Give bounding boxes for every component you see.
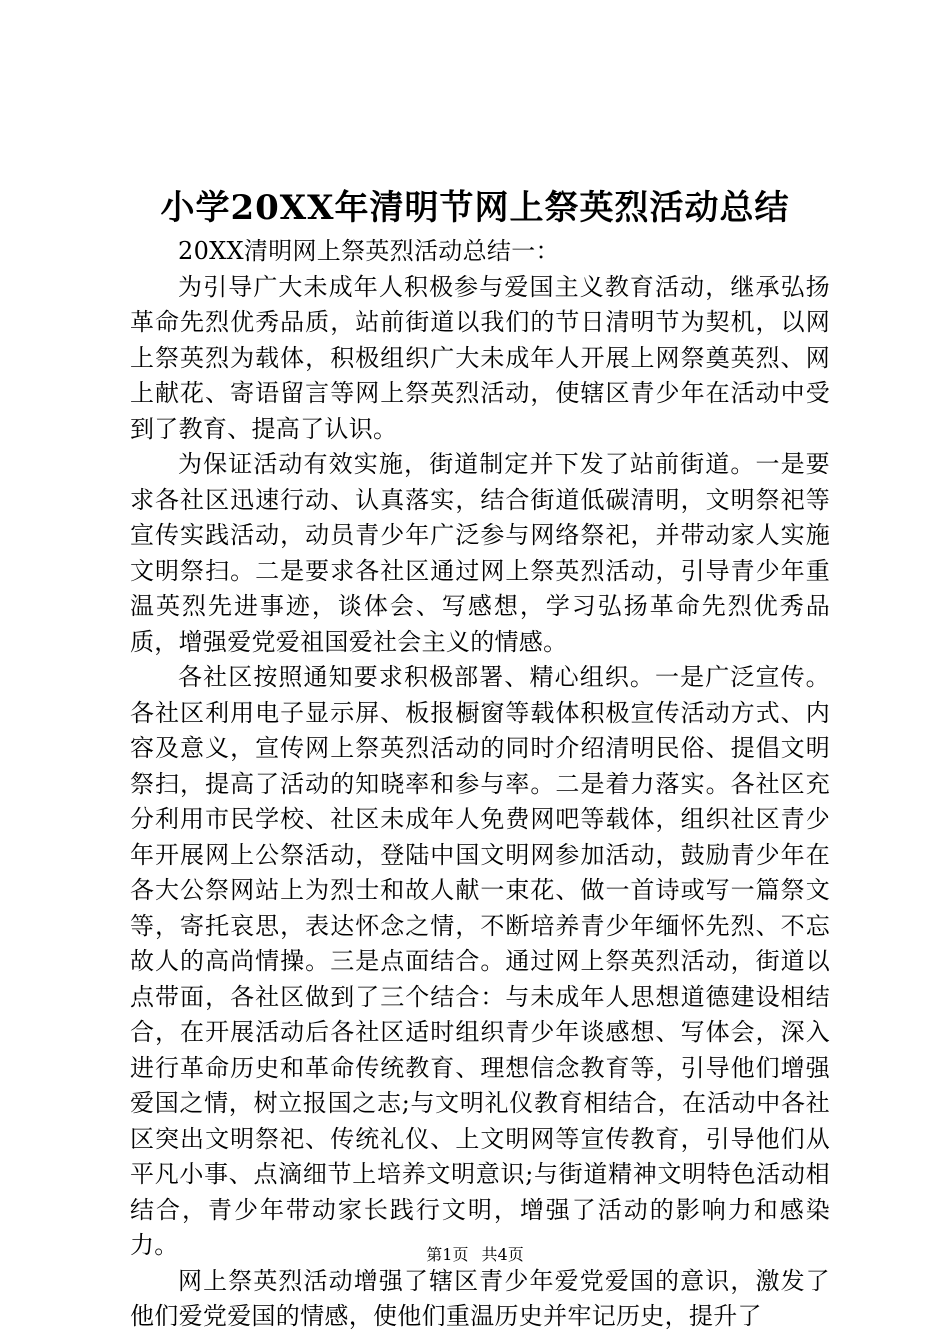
document-title: 小学20XX年清明节网上祭英烈活动总结 — [160, 188, 790, 228]
paragraph: 各社区按照通知要求积极部署、精心组织。一是广泛宣传。各社区利用电子显示屏、板报橱窗等载体积极宣传活动方式、内容及意义，宣传网上祭英烈活动的同时介绍清明民俗、提倡文明祭扫，提高了活动的知晓率和参与率。二是着力落实。各社区充分利用市民学校、社区未成年人免费网吧等载体，组织社区青少年开展网上公祭活动，登陆中国文明网参加活动，鼓励青少年在各大公祭网站上为烈士和故人献一束花、做一首诗或写一篇祭文等，寄托哀思，表达怀念之情，不断培养青少年缅怀先烈、不忘故人的高尚情操。三是点面结合。通过网上祭英烈活动，街道以点带面，各社区做到了三个结合：与未成年人思想道德建设相结合，在开展活动后各社区适时组织青少年谈感想、写体会，深入进行革命历史和革命传统教育、理想信念教育等，引导他们增强爱国之情，树立报国之志;与文明礼仪教育相结合，在活动中各社区突出文明祭祀、传统礼仪、上文明网等宣传教育，引导他们从平凡小事、点滴细节上培养文明意识;与街道精神文明特色活动相结合，青少年带动家长践行文明，增强了活动的影响力和感染力。 — [130, 663, 830, 1259]
page-total: 共4页 — [481, 1245, 524, 1264]
page-footer — [0, 1244, 950, 1266]
document-body — [130, 234, 830, 1335]
paragraph: 为引导广大未成年人积极参与爱国主义教育活动，继承弘扬革命先烈优秀品质，站前街道以我们的节日清明节为契机，以网上祭英烈为载体，积极组织广大未成年人开展上网祭奠英烈、网上献花、寄语留言等网上祭英烈活动，使辖区青少年在活动中受到了教育、提高了认识。 — [130, 272, 830, 443]
paragraph: 为保证活动有效实施，街道制定并下发了站前街道。一是要求各社区迅速行动、认真落实，结合街道低碳清明，文明祭祀等宣传实践活动，动员青少年广泛参与网络祭祀，并带动家人实施文明祭扫。二是要求各社区通过网上祭英烈活动，引导青少年重温英烈先进事迹，谈体会、写感想，学习弘扬革命先烈优秀品质，增强爱党爱祖国爱社会主义的情感。 — [130, 450, 830, 656]
paragraph: 网上祭英烈活动增强了辖区青少年爱党爱国的意识，激发了他们爱党爱国的情感，使他们重温历史并牢记历史，提升了 — [130, 1266, 830, 1330]
paragraph-intro: 20XX清明网上祭英烈活动总结一： — [178, 237, 560, 265]
page-number: 第1页 — [426, 1245, 469, 1264]
